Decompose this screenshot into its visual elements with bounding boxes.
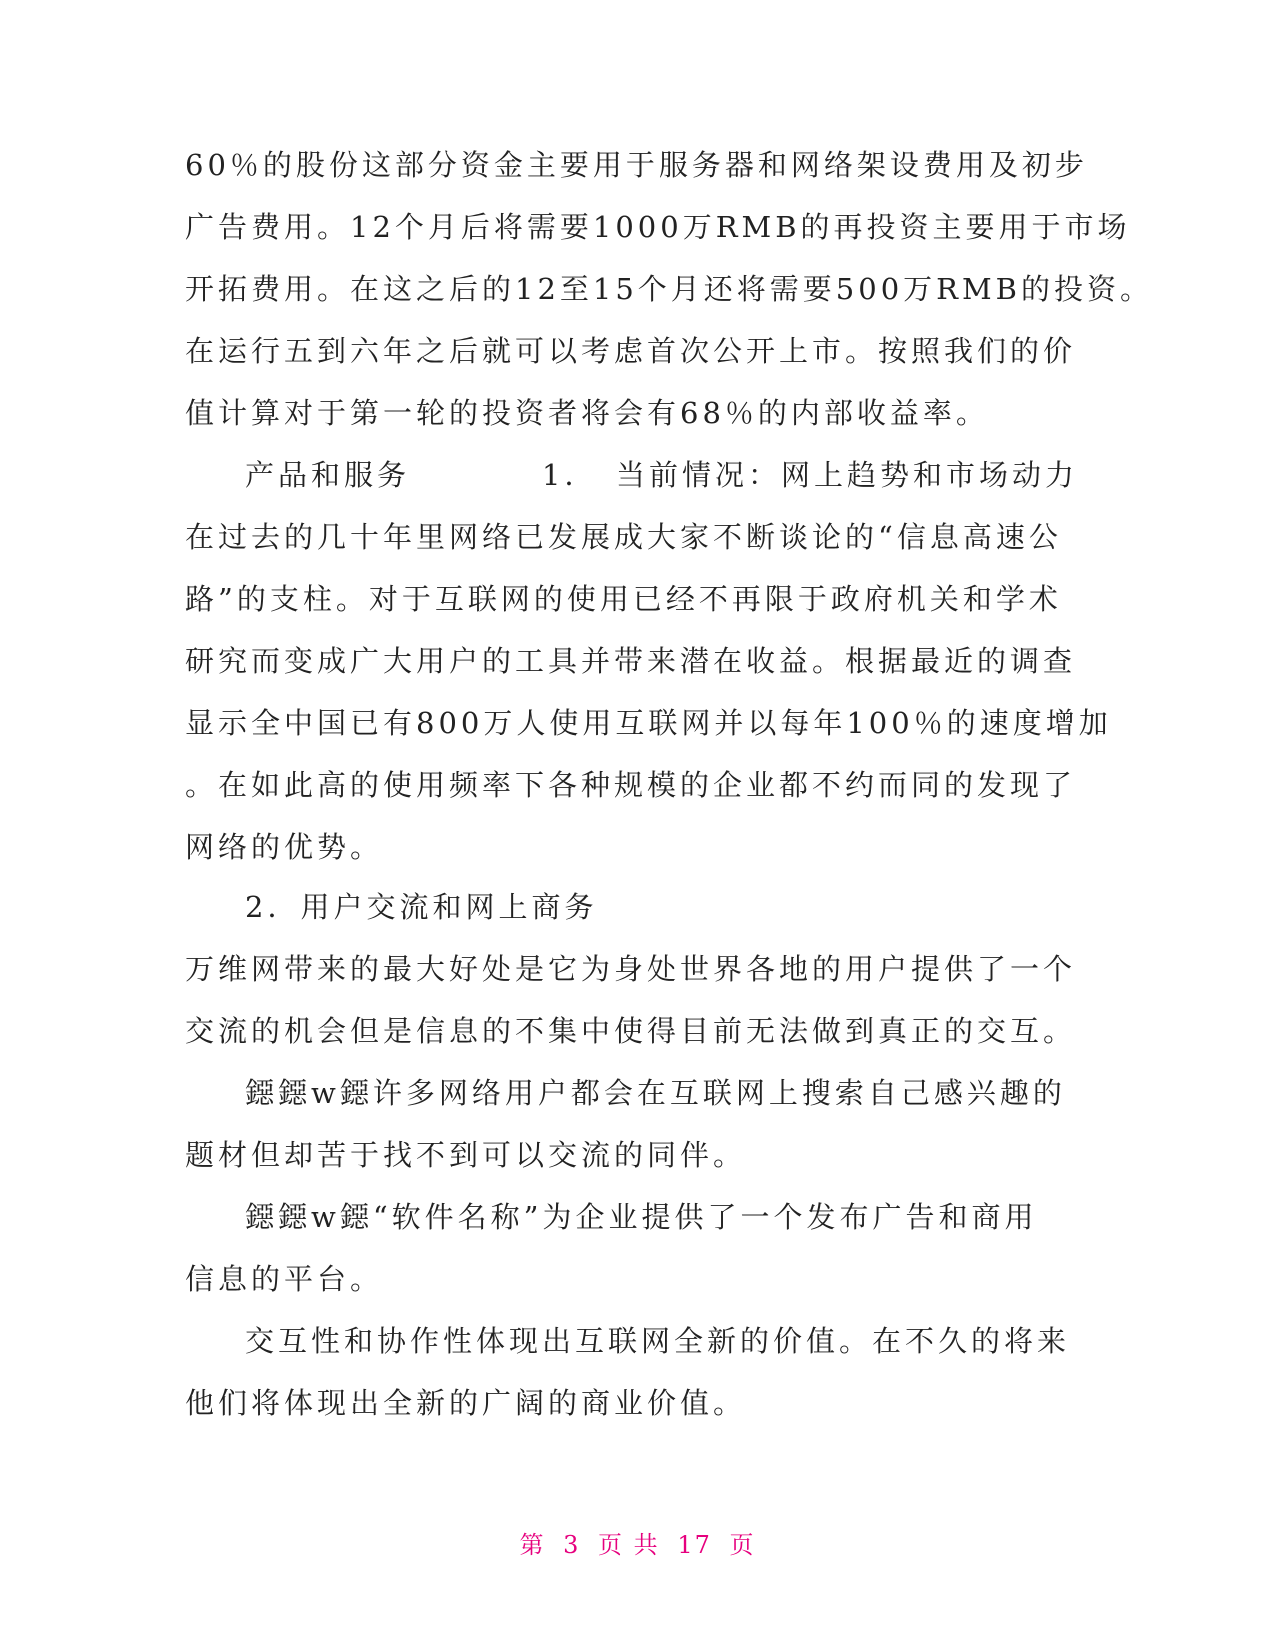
paragraph-line: 万维网带来的最大好处是它为身处世界各地的用户提供了一个 bbox=[185, 952, 1077, 986]
paragraph-line: 路”的支柱。对于互联网的使用已经不再限于政府机关和学术 bbox=[185, 582, 1062, 616]
section-heading: 产品和服务 1． 当前情况：网上趋势和市场动力 bbox=[245, 458, 1078, 492]
paragraph-line: 他们将体现出全新的广阔的商业价值。 bbox=[185, 1386, 747, 1420]
paragraph-line: 。在如此高的使用频率下各种规模的企业都不约而同的发现了 bbox=[185, 768, 1077, 802]
paragraph-line: 在运行五到六年之后就可以考虑首次公开上市。按照我们的价 bbox=[185, 334, 1077, 368]
paragraph-line: 网络的优势。 bbox=[185, 830, 384, 864]
paragraph-line: 交流的机会但是信息的不集中使得目前无法做到真正的交互。 bbox=[185, 1014, 1077, 1048]
paragraph-line: 在过去的几十年里网络已发展成大家不断谈论的“信息高速公 bbox=[185, 520, 1062, 554]
paragraph-line: 交互性和协作性体现出互联网全新的价值。在不久的将来 bbox=[245, 1324, 1071, 1358]
paragraph-line: 鐚鐚w鐚“软件名称”为企业提供了一个发布广告和商用 bbox=[245, 1200, 1038, 1234]
section-heading: 2．用户交流和网上商务 bbox=[245, 890, 598, 924]
paragraph-line: 值计算对于第一轮的投资者将会有68％的内部收益率。 bbox=[185, 396, 989, 430]
footer-prefix: 第 bbox=[519, 1531, 546, 1559]
paragraph-line: 鐚鐚w鐚许多网络用户都会在互联网上搜索自己感兴趣的 bbox=[245, 1076, 1066, 1110]
paragraph-line: 题材但却苦于找不到可以交流的同伴。 bbox=[185, 1138, 747, 1172]
paragraph-line: 信息的平台。 bbox=[185, 1262, 384, 1296]
paragraph-line: 广告费用。12个月后将需要1000万RMB的再投资主要用于市场 bbox=[185, 210, 1131, 244]
paragraph-line: 开拓费用。在这之后的12至15个月还将需要500万RMB的投资。 bbox=[185, 272, 1153, 306]
paragraph-line: 研究而变成广大用户的工具并带来潜在收益。根据最近的调查 bbox=[185, 644, 1077, 678]
footer-suffix: 页 bbox=[729, 1531, 756, 1559]
footer-middle: 页 共 bbox=[598, 1531, 660, 1559]
paragraph-line: 显示全中国已有800万人使用互联网并以每年100％的速度增加 bbox=[185, 706, 1112, 740]
total-page-count: 17 bbox=[677, 1531, 712, 1559]
page-number-footer bbox=[0, 1530, 1275, 1560]
current-page-number: 3 bbox=[563, 1531, 581, 1559]
paragraph-line: 60％的股份这部分资金主要用于服务器和网络架设费用及初步 bbox=[185, 148, 1088, 182]
